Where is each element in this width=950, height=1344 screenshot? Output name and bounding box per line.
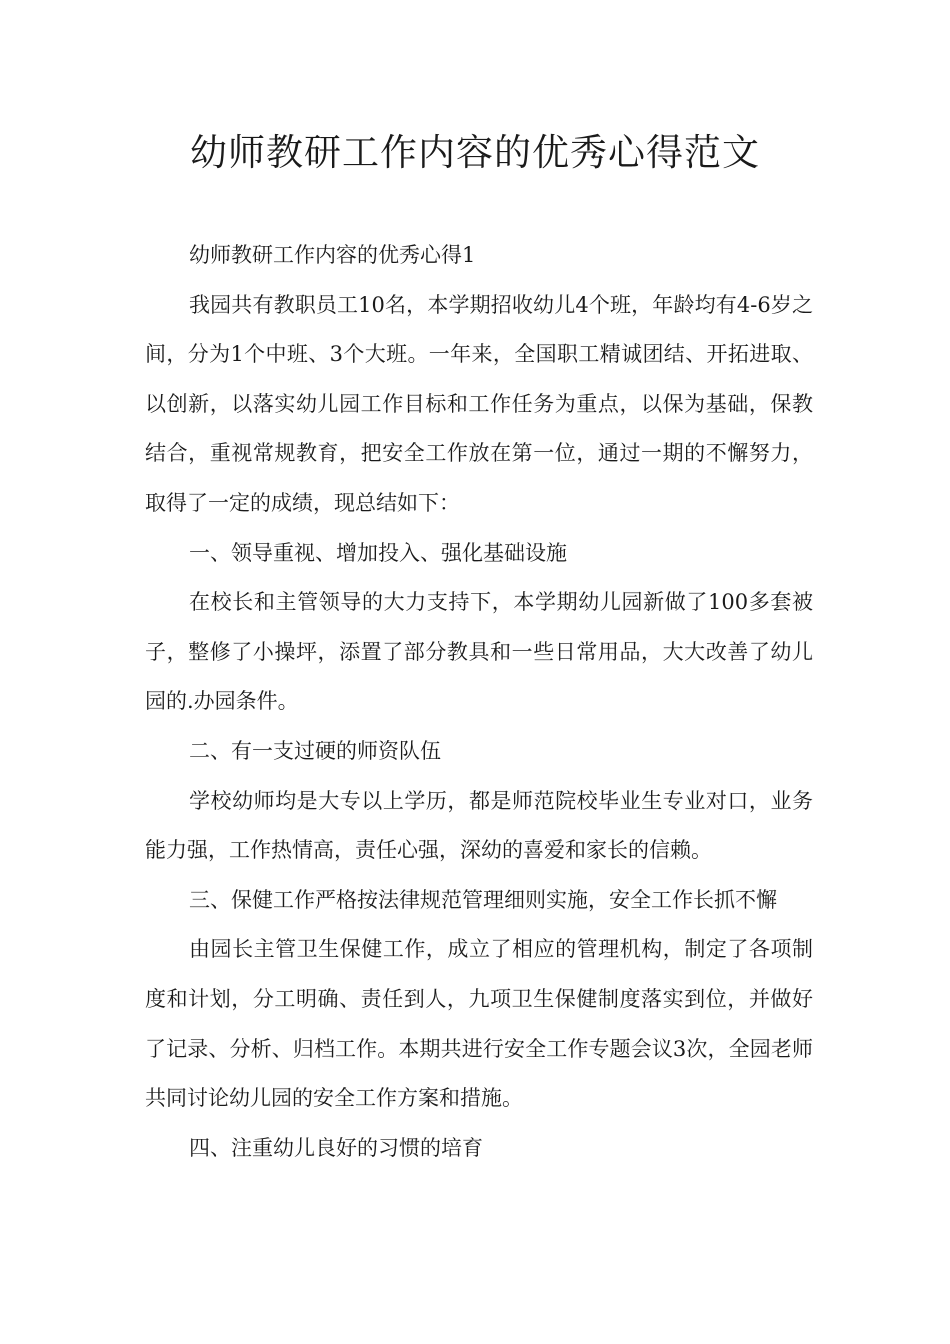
document-body — [145, 231, 813, 1173]
document-title: 幼师教研工作内容的优秀心得范文 — [190, 131, 760, 174]
section-heading-habits: 四、注重幼儿良好的习惯的培育 — [189, 1135, 483, 1160]
paragraph-leadership: 在校长和主管领导的大力支持下，本学期幼儿园新做了100多套被子，整修了小操坪，添置了部分教具和一些日常用品，大大改善了幼儿园的.办园条件。 — [145, 590, 813, 714]
paragraph-intro: 我园共有教职员工10名，本学期招收幼儿4个班，年龄均有4-6岁之间，分为1个中班、3个大班。一年来，全国职工精诚团结、开拓进取、以创新，以落实幼儿园工作目标和工作任务为重点，以保为基础，保教结合，重视常规教育，把安全工作放在第一位，通过一期的不懈努力，取得了一定的成绩，现总结如下： — [145, 292, 813, 515]
section-heading-health: 三、保健工作严格按法律规范管理细则实施，安全工作长抓不懈 — [189, 887, 777, 912]
section-heading-1: 幼师教研工作内容的优秀心得1 — [189, 243, 476, 267]
section-heading-leadership: 一、领导重视、增加投入、强化基础设施 — [189, 540, 567, 565]
section-heading-teachers: 二、有一支过硬的师资队伍 — [189, 738, 441, 763]
paragraph-health: 由园长主管卫生保健工作，成立了相应的管理机构，制定了各项制度和计划，分工明确、责任到人，九项卫生保健制度落实到位，并做好了记录、分析、归档工作。本期共进行安全工作专题会议3次，全园老师共同讨论幼儿园的安全工作方案和措施。 — [145, 937, 813, 1111]
paragraph-teachers: 学校幼师均是大专以上学历，都是师范院校毕业生专业对口，业务能力强，工作热情高，责任心强，深幼的喜爱和家长的信赖。 — [145, 788, 813, 863]
